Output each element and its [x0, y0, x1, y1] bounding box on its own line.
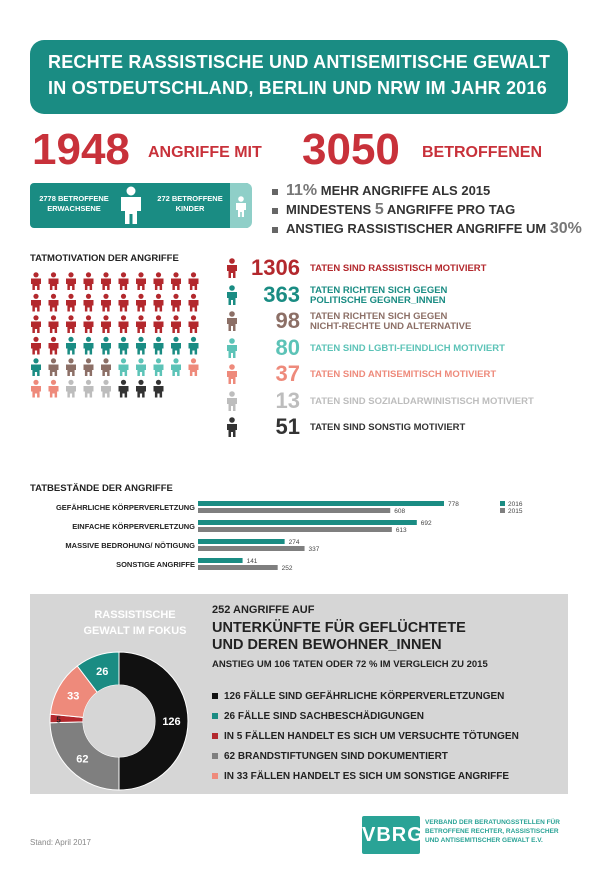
person-icon — [84, 315, 94, 333]
bar-value-label: 252 — [281, 565, 293, 572]
motivation-text-line-1: TATEN SIND SOZIALDARWINISTISCH MOTIVIERT — [310, 395, 534, 407]
focus-legend-item — [212, 770, 519, 790]
person-icon — [154, 294, 164, 312]
motivation-text-line-1: TATEN SIND SONSTIG MOTIVIERT — [310, 422, 466, 433]
bar-value-label: 141 — [246, 558, 258, 565]
slice-label: 62 — [76, 753, 89, 766]
person-icon — [119, 315, 129, 333]
org-name-line-2: BETROFFENE RECHTER, RASSISTISCHER — [425, 828, 559, 835]
person-icon — [189, 315, 199, 333]
bar-value-label: 274 — [288, 539, 300, 546]
focus-legend-item — [212, 730, 519, 750]
motivation-list — [222, 256, 582, 446]
person-icon — [49, 315, 59, 333]
person-icon — [119, 272, 129, 290]
focus-count-line: 252 ANGRIFFE AUF — [212, 604, 315, 616]
motivation-text-line-1: TATEN RICHTEN SICH GEGEN — [310, 311, 448, 322]
motivation-text — [310, 423, 465, 433]
legend-label: 2015 — [508, 508, 523, 515]
legend-text: IN 33 FÄLLEN HANDELT ES SICH UM SONSTIGE ANGRIFFE — [224, 771, 510, 782]
person-icon — [31, 358, 41, 376]
motivation-text — [310, 397, 534, 407]
person-icon — [101, 315, 111, 333]
motivation-icon-grid — [28, 270, 210, 445]
legend-swatch — [212, 733, 218, 739]
person-icon — [136, 315, 146, 333]
fact-per-day: MINDESTENS 5 ANGRIFFE PRO TAG — [272, 200, 582, 219]
person-icon — [66, 380, 76, 398]
person-icon — [101, 358, 111, 376]
vbrg-logo: VBRG — [362, 816, 420, 854]
focus-legend-item — [212, 750, 519, 770]
person-icon — [84, 294, 94, 312]
person-icon — [101, 294, 111, 312]
person-icon — [171, 315, 181, 333]
org-name-line-3: UND ANTISEMITISCHER GEWALT E.V. — [425, 837, 543, 844]
motivation-text — [310, 370, 496, 380]
focus-legend-item — [212, 710, 519, 730]
focus-legend-item — [212, 690, 519, 710]
bar-chart-title: TATBESTÄNDE DER ANGRIFFE — [30, 483, 173, 494]
legend-swatch — [212, 753, 218, 759]
bar-2015 — [198, 565, 278, 570]
fact-increase: 11% MEHR ANGRIFFE ALS 2015 — [272, 181, 582, 200]
person-icon — [49, 294, 59, 312]
person-icon — [31, 272, 41, 290]
focus-title-line-1: RASSISTISCHE — [94, 609, 176, 621]
attacks-number: 1948 — [32, 125, 130, 174]
bar-2016 — [198, 520, 417, 525]
person-icon — [84, 272, 94, 290]
slice-label: 5 — [56, 715, 61, 725]
bar-value-label: 337 — [308, 546, 320, 553]
person-icon — [31, 294, 41, 312]
title-line-1: RECHTE RASSISTISCHE UND ANTISEMITISCHE GEWALT — [48, 52, 551, 72]
person-icon — [189, 294, 199, 312]
category-label: SONSTIGE ANGRIFFE — [116, 560, 195, 569]
person-icon — [119, 380, 129, 398]
person-icon — [49, 272, 59, 290]
person-icon — [66, 337, 76, 355]
bar-2015 — [198, 546, 305, 551]
person-icon — [154, 358, 164, 376]
bar-value-label: 613 — [395, 527, 407, 534]
legend-label: 2016 — [508, 501, 523, 508]
motivation-text-line-2: POLITISCHE GEGNER_INNEN — [310, 294, 446, 306]
bar-2016 — [198, 558, 243, 563]
focus-title — [80, 607, 190, 639]
stand-date: Stand: April 2017 — [30, 838, 91, 847]
motivation-text — [310, 264, 486, 274]
legend-swatch — [500, 501, 505, 506]
person-icon — [119, 337, 129, 355]
person-icon — [136, 294, 146, 312]
person-icon — [84, 337, 94, 355]
focus-subline: ANSTIEG UM 106 TATEN ODER 72 % IM VERGLEICH ZU 2015 — [212, 659, 488, 670]
focus-title-line-2: GEWALT IM FOKUS — [83, 625, 187, 637]
person-icon — [189, 337, 199, 355]
bar-2015 — [198, 527, 392, 532]
person-icon — [101, 272, 111, 290]
legend-swatch — [500, 508, 505, 513]
legend-text: 26 FÄLLE SIND SACHBESCHÄDIGUNGEN — [224, 711, 425, 722]
bar-value-label: 692 — [420, 520, 432, 527]
legend-swatch — [212, 773, 218, 779]
person-icon — [136, 272, 146, 290]
category-label: MASSIVE BEDROHUNG/ NÖTIGUNG — [65, 541, 195, 550]
person-icon — [31, 315, 41, 333]
motivation-number: 1306 — [251, 255, 300, 280]
bar-2016 — [198, 539, 285, 544]
motivation-text — [310, 344, 505, 354]
person-icon — [136, 380, 146, 398]
adult-person-icon — [118, 186, 144, 226]
category-label: GEFÄHRLICHE KÖRPERVERLETZUNG — [55, 503, 195, 512]
person-icon — [189, 358, 199, 376]
motivation-number: 51 — [275, 414, 300, 439]
bar-value-label: 608 — [394, 508, 406, 515]
person-icon — [66, 294, 76, 312]
motivation-number: 363 — [263, 281, 300, 307]
motivation-text-line-1: TATEN RICHTEN SICH GEGEN — [310, 284, 448, 296]
person-icon — [171, 337, 181, 355]
slice-label: 33 — [67, 690, 80, 703]
bar-value-label: 778 — [448, 501, 459, 508]
title-line-2: IN OSTDEUTSCHLAND, BERLIN UND NRW IM JAHR 2016 — [48, 78, 547, 98]
motivation-text-line-2: NICHT-RECHTE UND ALTERNATIVE — [310, 321, 472, 332]
legend-swatch — [212, 693, 218, 699]
person-icon — [31, 380, 41, 398]
fact-racist-increase: ANSTIEG RASSISTISCHER ANGRIFFE UM 30% — [272, 219, 582, 238]
focus-donut-chart — [48, 650, 190, 792]
motivation-number: 98 — [275, 308, 300, 333]
bar-2015 — [198, 508, 390, 513]
focus-heading-line-1: UNTERKÜNFTE FÜR GEFLÜCHTETE — [212, 620, 466, 636]
person-icon — [171, 272, 181, 290]
person-icon — [189, 272, 199, 290]
motivation-number: 13 — [275, 387, 300, 413]
person-icon — [84, 380, 94, 398]
person-icon — [49, 380, 59, 398]
person-icon — [101, 337, 111, 355]
person-icon — [136, 337, 146, 355]
person-icon — [119, 358, 129, 376]
slice-label: 26 — [96, 666, 109, 679]
focus-heading — [212, 620, 466, 654]
motivation-text-line-1: TATEN SIND ANTISEMITISCH MOTIVIERT — [310, 369, 497, 380]
category-label: EINFACHE KÖRPERVERLETZUNG — [72, 522, 195, 531]
offences-bar-chart — [30, 495, 570, 575]
motivation-text — [310, 286, 447, 306]
motivation-text-line-1: TATEN SIND LGBTI-FEINDLICH MOTIVIERT — [310, 342, 505, 354]
legend-text: 62 BRANDSTIFTUNGEN SIND DOKUMENTIERT — [224, 751, 448, 762]
motivation-number: 80 — [275, 334, 300, 360]
person-icon — [154, 337, 164, 355]
person-icon — [31, 337, 41, 355]
org-name-line-1: VERBAND DER BERATUNGSSTELLEN FÜR — [425, 819, 560, 826]
person-icon — [101, 380, 111, 398]
person-icon — [66, 358, 76, 376]
children-label: 272 BETROFFENE KINDER — [157, 194, 223, 213]
key-facts — [272, 181, 582, 238]
motivation-number: 37 — [275, 361, 300, 386]
legend-text: IN 5 FÄLLEN HANDELT ES SICH UM VERSUCHTE TÖTUNGEN — [224, 731, 519, 742]
adults-label: 2778 BETROFFENE ERWACHSENE — [39, 194, 109, 213]
person-icon — [84, 358, 94, 376]
legend-swatch — [212, 713, 218, 719]
person-icon — [119, 294, 129, 312]
motivation-text-line-1: TATEN SIND RASSISTISCH MOTIVIERT — [310, 263, 487, 274]
person-icon — [49, 337, 59, 355]
legend-text: 126 FÄLLE SIND GEFÄHRLICHE KÖRPERVERLETZUNGEN — [224, 691, 505, 702]
motivation-title: TATMOTIVATION DER ANGRIFFE — [30, 253, 179, 264]
person-icon — [66, 272, 76, 290]
person-icon — [136, 358, 146, 376]
person-icon — [171, 358, 181, 376]
person-icon — [171, 294, 181, 312]
person-icon — [66, 315, 76, 333]
bar-2016 — [198, 501, 444, 506]
victims-number: 3050 — [302, 125, 400, 174]
person-icon — [154, 272, 164, 290]
focus-heading-line-2: UND DEREN BEWOHNER_INNEN — [212, 637, 442, 653]
title-banner — [30, 40, 568, 114]
person-icon — [154, 380, 164, 398]
child-person-icon — [234, 196, 248, 218]
donut-hole — [83, 685, 155, 757]
victims-label: BETROFFENEN — [422, 144, 542, 161]
attacks-label: ANGRIFFE MIT — [148, 144, 262, 161]
focus-legend — [212, 690, 519, 790]
slice-label: 126 — [162, 716, 181, 728]
person-icon — [49, 358, 59, 376]
person-icon — [154, 315, 164, 333]
org-name — [425, 818, 560, 845]
motivation-text — [310, 312, 471, 332]
